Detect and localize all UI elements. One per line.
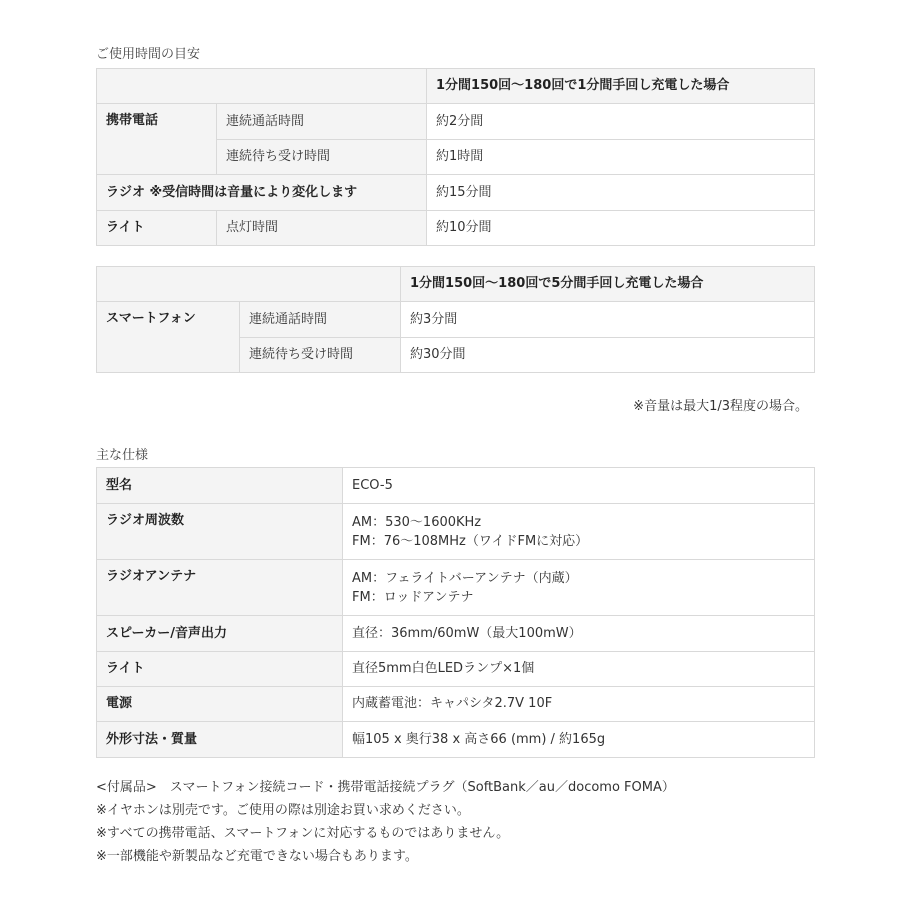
spec-line-am-frequency: AM：530〜1600KHz: [352, 514, 482, 530]
spec-value-radio-antenna: [343, 560, 815, 616]
footnote-earphone: ※イヤホンは別売です。ご使用の際は別途お買い求めください。: [96, 803, 470, 818]
usage-table-smartphone: [96, 266, 815, 373]
smartphone-standby-value: 約30分間: [401, 338, 815, 373]
smartphone-label: スマートフォン: [97, 302, 240, 373]
usage-header-5min: 1分間150回〜180回で5分間手回し充電した場合: [401, 267, 815, 302]
usage-table-phone: [96, 68, 815, 246]
spec-line-fm-frequency: FM：76〜108MHz（ワイドFMに対応）: [352, 533, 589, 549]
phone-standby-label: 連続待ち受け時間: [217, 140, 427, 175]
phone-talk-value: 約2分間: [427, 104, 815, 140]
smartphone-talk-value: 約3分間: [401, 302, 815, 338]
smartphone-talk-label: 連続通話時間: [240, 302, 401, 338]
spec-value-model: ECO-5: [343, 468, 815, 504]
spec-value-dimensions: 幅105 x 奥行38 x 高さ66 (mm) / 約165g: [343, 722, 815, 758]
spec-value-light: 直径5mm白色LEDランプ×1個: [343, 652, 815, 687]
light-sub-label: 点灯時間: [217, 211, 427, 246]
footnote-compatibility: ※すべての携帯電話、スマートフォンに対応するものではありません。: [96, 826, 510, 841]
smartphone-standby-label: 連続待ち受け時間: [240, 338, 401, 373]
phone-label: 携帯電話: [97, 104, 217, 175]
spec-line-fm-antenna: FM：ロッドアンテナ: [352, 589, 474, 605]
usage-section-title: ご使用時間の目安: [96, 47, 201, 62]
spec-label-speaker: スピーカー/音声出力: [97, 616, 343, 652]
spec-value-power: 内蔵蓄電池：キャパシタ2.7V 10F: [343, 687, 815, 722]
usage-header-1min: 1分間150回〜180回で1分間手回し充電した場合: [427, 69, 815, 104]
spec-value-radio-frequency: [343, 504, 815, 560]
spec-label-power: 電源: [97, 687, 343, 722]
light-value: 約10分間: [427, 211, 815, 246]
light-label: ライト: [97, 211, 217, 246]
spec-label-model: 型名: [97, 468, 343, 504]
spec-label-radio-antenna: ラジオアンテナ: [97, 560, 343, 616]
specs-table: [96, 467, 815, 758]
phone-standby-value: 約1時間: [427, 140, 815, 175]
footnote-accessories: <付属品> スマートフォン接続コード・携帯電話接続プラグ（SoftBank／au／docomo FOMA）: [96, 780, 675, 795]
radio-label: ラジオ ※受信時間は音量により変化します: [97, 175, 427, 211]
header-empty-cell: [97, 267, 401, 302]
footnotes: [96, 776, 675, 868]
specs-section-title: 主な仕様: [96, 448, 149, 463]
spec-label-dimensions: 外形寸法・質量: [97, 722, 343, 758]
header-empty-cell: [97, 69, 427, 104]
spec-label-radio-frequency: ラジオ周波数: [97, 504, 343, 560]
footnote-charging: ※一部機能や新製品など充電できない場合もあります。: [96, 849, 418, 864]
phone-talk-label: 連続通話時間: [217, 104, 427, 140]
spec-line-am-antenna: AM：フェライトバーアンテナ（内蔵）: [352, 570, 578, 586]
spec-value-speaker: 直径：36mm/60mW（最大100mW）: [343, 616, 815, 652]
radio-value: 約15分間: [427, 175, 815, 211]
spec-label-light: ライト: [97, 652, 343, 687]
volume-note: ※音量は最大1/3程度の場合。: [633, 399, 808, 414]
